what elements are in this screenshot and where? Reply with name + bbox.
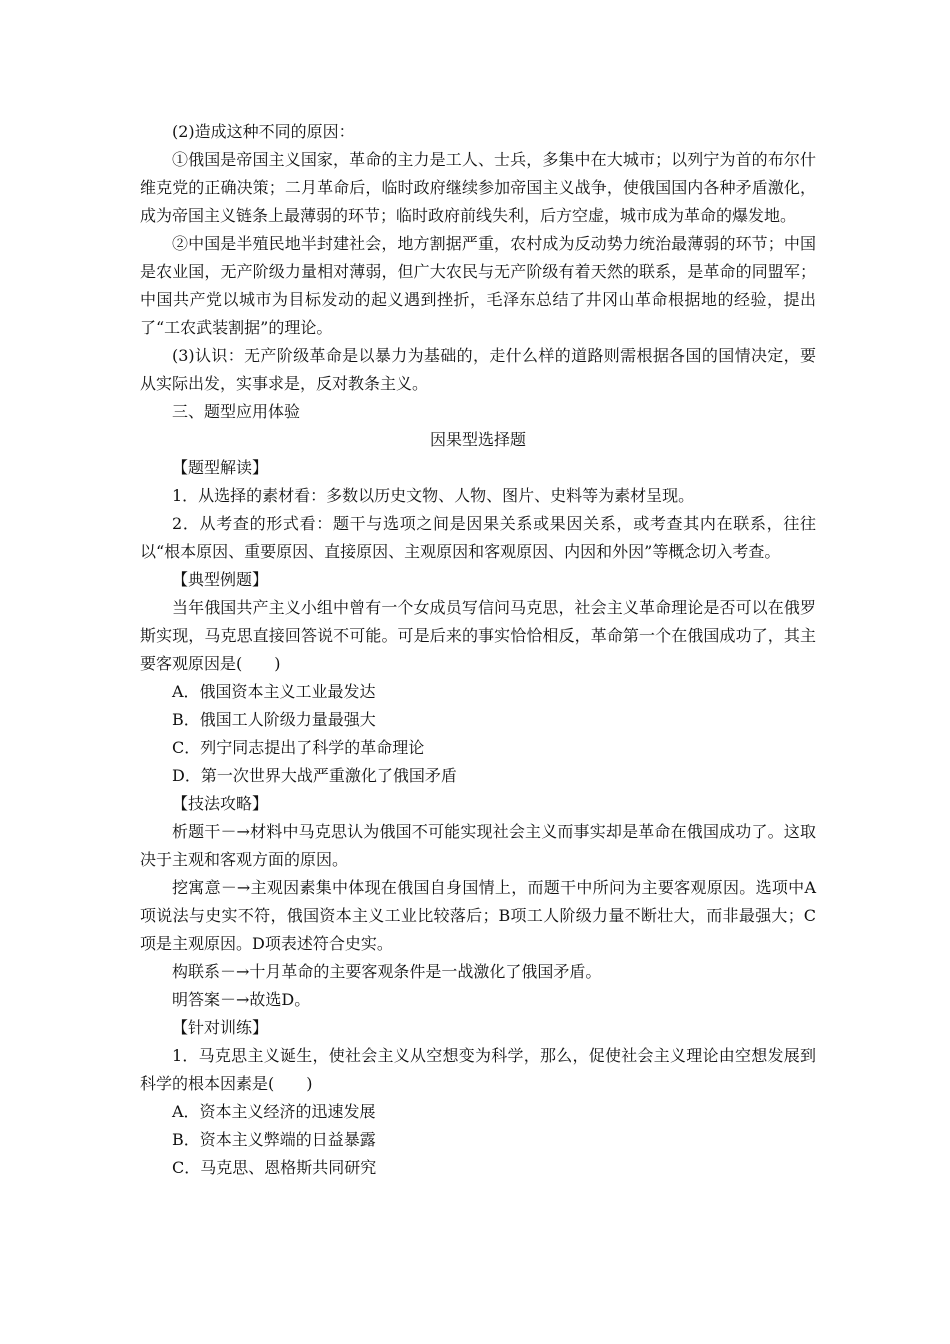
document-body bbox=[140, 118, 816, 1182]
interpret-heading: 【题型解读】 bbox=[172, 458, 269, 477]
training-option-a: A．资本主义经济的迅速发展 bbox=[172, 1102, 376, 1121]
strategy-step-connect: 构联系－→十月革命的主要客观条件是一战激化了俄国矛盾。 bbox=[172, 962, 602, 981]
example-option-d: D．第一次世界大战严重激化了俄国矛盾 bbox=[172, 766, 457, 785]
training-option-b: B．资本主义弊端的日益暴露 bbox=[172, 1130, 376, 1149]
strategy-heading: 【技法攻略】 bbox=[172, 794, 269, 813]
reason-point-russia: ①俄国是帝国主义国家，革命的主力是工人、士兵，多集中在大城市；以列宁为首的布尔什维克党的正确决策；二月革命后，临时政府继续参加帝国主义战争，使俄国国内各种矛盾激化，成为帝国主义链条上最薄弱的环节；临时政府前线失利，后方空虚，城市成为革命的爆发地。 bbox=[140, 150, 816, 225]
reason-heading: (2)造成这种不同的原因： bbox=[172, 122, 355, 141]
interpret-item-2: 2．从考查的形式看：题干与选项之间是因果关系或果因关系，或考查其内在联系，往往以“根本原因、重要原因、直接原因、主观原因和客观原因、内因和外因”等概念切入考查。 bbox=[140, 514, 816, 561]
understanding-paragraph: (3)认识：无产阶级革命是以暴力为基础的，走什么样的道路则需根据各国的国情决定，要从实际出发，实事求是，反对教条主义。 bbox=[140, 346, 816, 393]
example-option-b: B．俄国工人阶级力量最强大 bbox=[172, 710, 376, 729]
part3-heading: 三、题型应用体验 bbox=[172, 402, 301, 421]
training-option-c: C．马克思、恩格斯共同研究 bbox=[172, 1158, 377, 1177]
example-question-stem: 当年俄国共产主义小组中曾有一个女成员写信问马克思，社会主义革命理论是否可以在俄罗斯实现，马克思直接回答说不可能。可是后来的事实恰恰相反，革命第一个在俄国成功了，其主要客观原因是( ) bbox=[140, 598, 816, 673]
strategy-step-meaning: 挖寓意－→主观因素集中体现在俄国自身国情上，而题干中所问为主要客观原因。选项中A项说法与史实不符，俄国资本主义工业比较落后；B项工人阶级力量不断壮大，而非最强大；C项是主观原因。D项表述符合史实。 bbox=[140, 878, 816, 953]
strategy-step-answer: 明答案－→故选D。 bbox=[172, 990, 311, 1009]
example-heading: 【典型例题】 bbox=[172, 570, 269, 589]
reason-point-china: ②中国是半殖民地半封建社会，地方割据严重，农村成为反动势力统治最薄弱的环节；中国是农业国，无产阶级力量相对薄弱，但广大农民与无产阶级有着天然的联系，是革命的同盟军；中国共产党以城市为目标发动的起义遇到挫折，毛泽东总结了井冈山革命根据地的经验，提出了“工农武装割据”的理论。 bbox=[140, 234, 816, 337]
question-type-title: 因果型选择题 bbox=[429, 430, 526, 449]
strategy-step-analyze: 析题干－→材料中马克思认为俄国不可能实现社会主义而事实却是革命在俄国成功了。这取决于主观和客观方面的原因。 bbox=[140, 822, 816, 869]
training-question-stem: 1．马克思主义诞生，使社会主义从空想变为科学，那么，促使社会主义理论由空想发展到科学的根本因素是( ) bbox=[140, 1046, 816, 1093]
example-option-a: A．俄国资本主义工业最发达 bbox=[172, 682, 376, 701]
training-heading: 【针对训练】 bbox=[172, 1018, 269, 1037]
interpret-item-1: 1．从选择的素材看：多数以历史文物、人物、图片、史料等为素材呈现。 bbox=[172, 486, 695, 505]
example-option-c: C．列宁同志提出了科学的革命理论 bbox=[172, 738, 425, 757]
